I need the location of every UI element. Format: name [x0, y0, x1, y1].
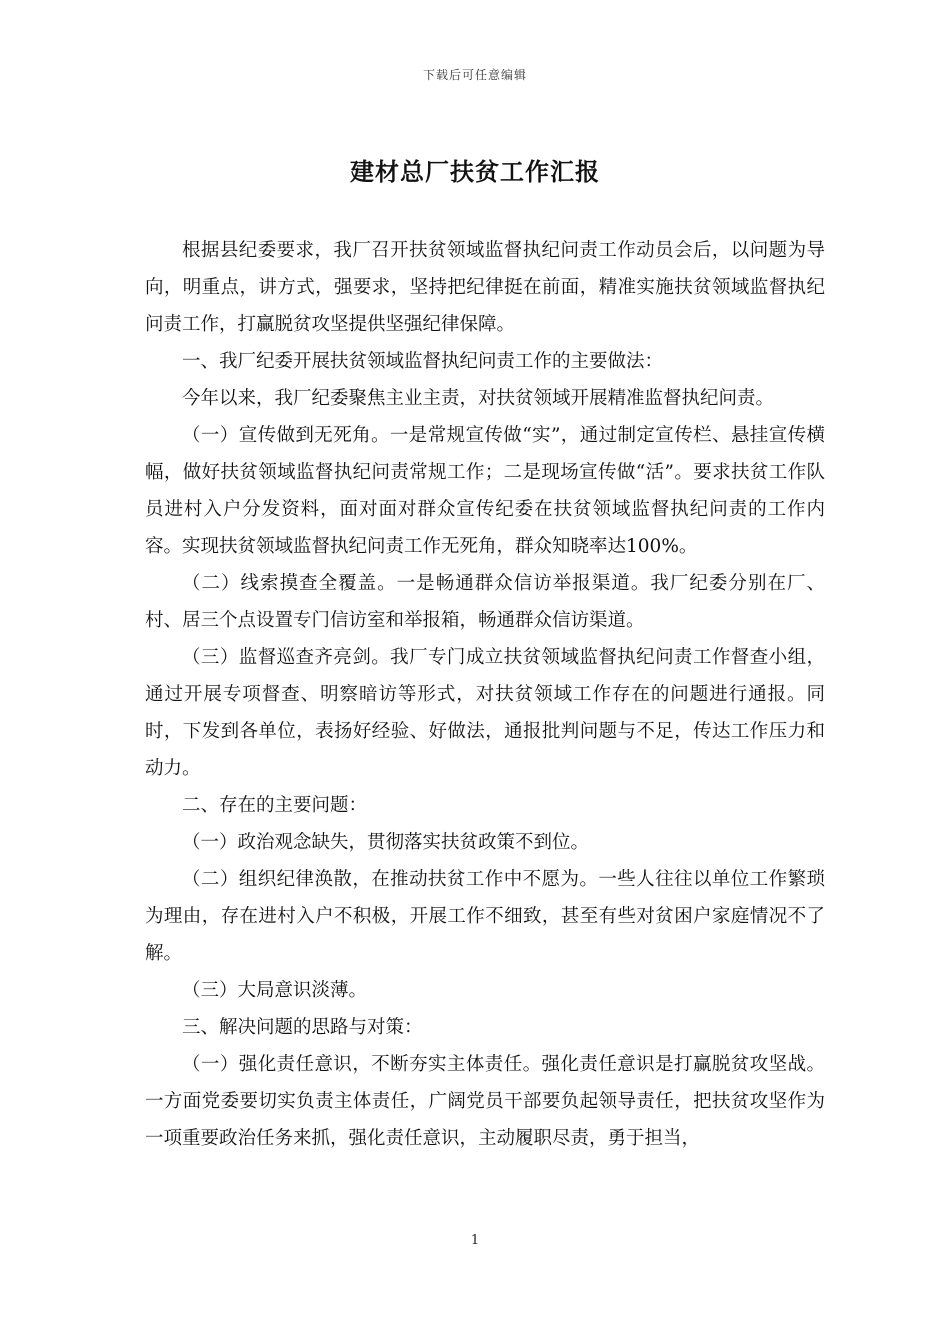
paragraph-item-1-1: （一）宣传做到无死角。一是常规宣传做“实”，通过制定宣传栏、悬挂宣传横幅，做好扶贫领域监督执纪问责常规工作；二是现场宣传做“活”。要求扶贫工作队员进村入户分发资料，面对面对群众宣传纪委在扶贫领域监督执纪问责的工作内容。实现扶贫领域监督执纪问责工作无死角，群众知晓率达100%。	[145, 425, 825, 557]
paragraph-item-3-1: （一）强化责任意识，不断夯实主体责任。强化责任意识是打赢脱贫攻坚战。一方面党委要切实负责主体责任，广阔党员干部要负起领导责任，把扶贫攻坚作为一项重要政治任务来抓，强化责任意识，主动履职尽责，勇于担当，	[145, 1054, 825, 1149]
section-heading-1: 一、我厂纪委开展扶贫领域监督执纪问责工作的主要做法：	[182, 351, 664, 372]
page-number: 1	[470, 1233, 480, 1248]
section-heading-2: 二、存在的主要问题：	[182, 795, 368, 816]
header-note: 下载后可任意编辑	[422, 68, 527, 82]
paragraph-item-1-3: （三）监督巡查齐亮剑。我厂专门成立扶贫领域监督执纪问责工作督查小组，通过开展专项督查、明察暗访等形式，对扶贫领域工作存在的问题进行通报。同时，下发到各单位，表扬好经验、好做法，通报批判问题与不足，传达工作压力和动力。	[145, 647, 825, 779]
paragraph-item-2-2: （二）组织纪律涣散，在推动扶贫工作中不愿为。一些人往往以单位工作繁琐为理由，存在进村入户不积极，开展工作不细致，甚至有些对贫困户家庭情况不了解。	[145, 869, 825, 964]
document-title: 建材总厂扶贫工作汇报	[350, 157, 600, 186]
paragraph-item-2-1: （一）政治观念缺失，贯彻落实扶贫政策不到位。	[182, 832, 590, 853]
paragraph-item-2-3: （三）大局意识淡薄。	[182, 980, 368, 1001]
paragraph-summary: 今年以来，我厂纪委聚焦主业主责，对扶贫领域开展精准监督执纪问责。	[182, 388, 775, 409]
paragraph-intro: 根据县纪委要求，我厂召开扶贫领域监督执纪问责工作动员会后，以问题为导向，明重点，讲方式，强要求，坚持把纪律挺在前面，精准实施扶贫领域监督执纪问责工作，打赢脱贫攻坚提供坚强纪律保障。	[145, 240, 825, 335]
paragraph-item-1-2: （二）线索摸查全覆盖。一是畅通群众信访举报渠道。我厂纪委分别在厂、村、居三个点设置专门信访室和举报箱，畅通群众信访渠道。	[145, 573, 825, 631]
section-heading-3: 三、解决问题的思路与对策：	[182, 1017, 423, 1038]
document-body	[145, 232, 825, 1157]
